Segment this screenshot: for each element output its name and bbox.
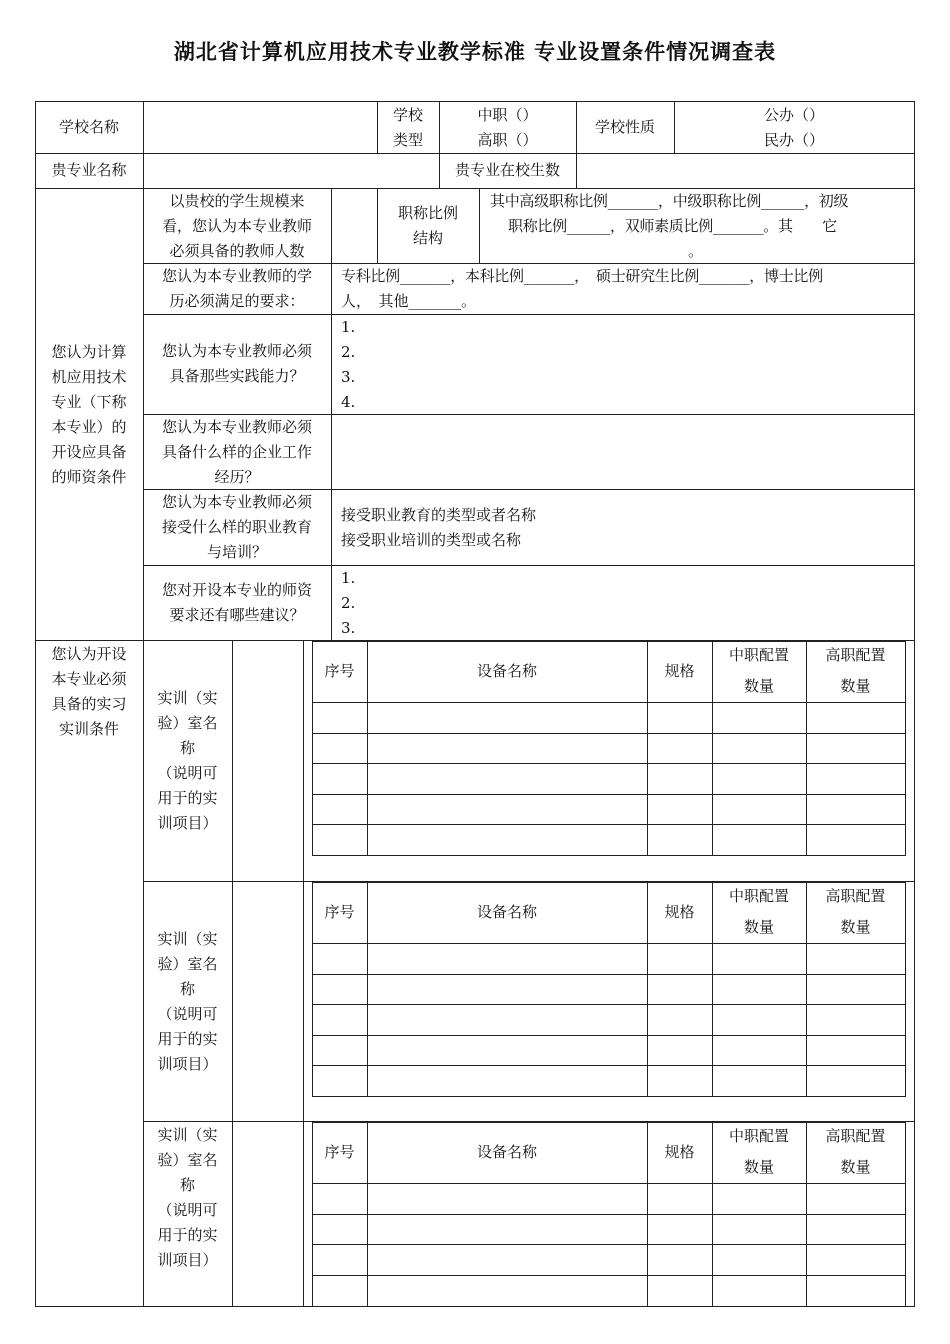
education-text-2[interactable]: 人， 其他_______。 (341, 292, 477, 310)
training-room-name-3[interactable] (234, 1125, 301, 1303)
header-device-name: 设备名称 (476, 1143, 537, 1161)
header-spec: 规格 (664, 1143, 695, 1161)
title-ratio-text-1[interactable]: 其中高级职称比例_______，中级职称比例______，初级 (490, 192, 849, 210)
header-gz-qty-2: 数量 (840, 1158, 871, 1176)
header-zz-qty-2: 数量 (743, 677, 774, 695)
list-item: 3. (341, 368, 356, 386)
header-spec: 规格 (664, 903, 695, 921)
school-name-label: 学校名称 (58, 118, 119, 136)
list-item: 4. (341, 393, 356, 411)
nature-option-private[interactable]: 民办（） (763, 131, 824, 149)
school-name-value[interactable] (146, 107, 376, 151)
page-title: 湖北省计算机应用技术专业教学标准 专业设置条件情况调查表 (173, 39, 777, 64)
school-type-label-1: 学校 (392, 106, 423, 124)
major-name-value[interactable] (146, 158, 436, 183)
header-gz-qty: 高职配置 (825, 887, 886, 905)
title-ratio-text-3: 。 (688, 242, 704, 260)
student-count-label: 贵专业在校生数 (454, 161, 560, 179)
school-nature-label: 学校性质 (594, 118, 655, 136)
major-name-label: 贵专业名称 (51, 161, 127, 179)
nature-option-public[interactable]: 公办（） (763, 106, 824, 124)
header-zz-qty-2: 数量 (743, 1158, 774, 1176)
training-room-name-2[interactable] (234, 885, 301, 1118)
education-text-1[interactable]: 专科比例_______，本科比例_______， 硕士研究生比例_______，博士比例 (341, 267, 823, 285)
training-room-name-1[interactable] (234, 644, 301, 878)
type-option-zhongzhi[interactable]: 中职（） (477, 106, 538, 124)
school-type-label-2: 类型 (392, 131, 423, 149)
list-item: 1. (341, 318, 356, 336)
enterprise-answer[interactable] (335, 418, 910, 486)
header-device-name: 设备名称 (476, 662, 537, 680)
header-seq: 序号 (324, 1143, 355, 1161)
header-gz-qty-2: 数量 (840, 918, 871, 936)
student-count-value[interactable] (580, 158, 910, 183)
header-gz-qty: 高职配置 (825, 646, 886, 664)
list-item: 2. (341, 594, 356, 612)
header-spec: 规格 (664, 662, 695, 680)
header-zz-qty: 中职配置 (728, 646, 789, 664)
list-item: 1. (341, 569, 356, 587)
header-gz-qty-2: 数量 (840, 677, 871, 695)
header-zz-qty: 中职配置 (728, 887, 789, 905)
header-gz-qty: 高职配置 (825, 1127, 886, 1145)
header-device-name: 设备名称 (476, 903, 537, 921)
type-option-gaozhi[interactable]: 高职（） (477, 131, 538, 149)
header-zz-qty-2: 数量 (743, 918, 774, 936)
list-item: 3. (341, 619, 356, 637)
header-seq: 序号 (324, 662, 355, 680)
training-text-1[interactable]: 接受职业教育的类型或者名称 (341, 506, 537, 524)
header-zz-qty: 中职配置 (728, 1127, 789, 1145)
training-text-2[interactable]: 接受职业培训的类型或名称 (341, 531, 522, 549)
list-item: 2. (341, 343, 356, 361)
teacher-count-value[interactable] (333, 192, 375, 260)
header-seq: 序号 (324, 903, 355, 921)
title-ratio-text-2[interactable]: 职称比例______，双师素质比例_______。其 它 (508, 217, 837, 235)
